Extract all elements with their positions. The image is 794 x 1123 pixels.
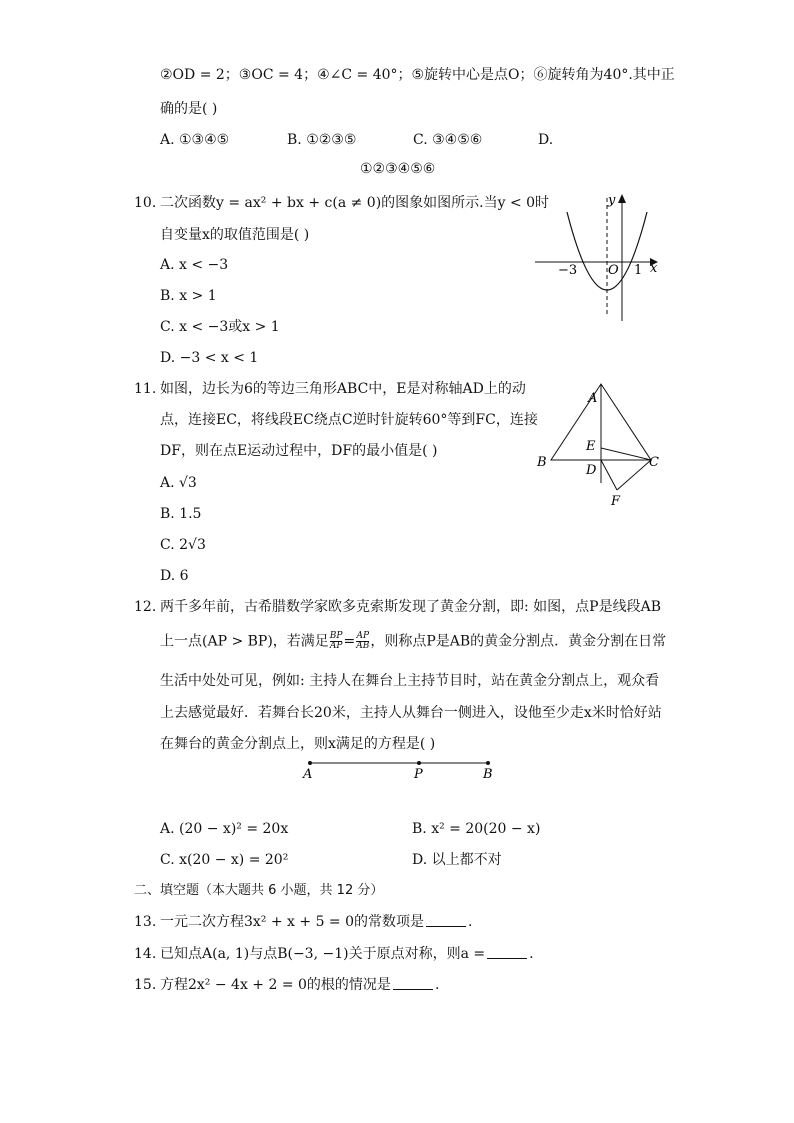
q11-line3: DF，则在点E运动过程中，DF的最小值是( ) <box>160 443 438 459</box>
q15-text <box>160 976 439 994</box>
q14-text <box>160 945 534 963</box>
q11-option-b: B. 1.5 <box>160 506 202 522</box>
q10-neg3-label: −3 <box>558 263 578 278</box>
q13-text-post: . <box>468 914 473 930</box>
q13-text-pre: 一元二次方程3x² + x + 5 = 0的常数项是 <box>160 914 425 930</box>
q9-option-d-content: ①②③④⑤⑥ <box>360 161 436 177</box>
q12-option-a: A. (20 − x)² = 20x <box>160 821 289 837</box>
q11-label-b: B <box>537 455 547 470</box>
q10-pos1-label: 1 <box>634 263 643 278</box>
q12-label-b: B <box>483 767 493 782</box>
q12-frac1-den: AP <box>329 641 343 651</box>
q11-line1: 如图，边长为6的等边三角形ABC中，E是对称轴AD上的动 <box>160 381 526 397</box>
q11-label-a: A <box>588 391 598 406</box>
q9-option-d: D. <box>538 132 554 148</box>
q10-x-label: x <box>650 261 658 276</box>
q11-option-c: C. 2√3 <box>160 537 206 553</box>
q12-line3: 生活中处处可见，例如: 主持人在舞台上主持节目时，站在黄金分割点上，观众看 <box>160 673 660 689</box>
q14-number: 14. <box>134 946 157 962</box>
q11-triangle-figure <box>533 378 663 513</box>
q11-label-f: F <box>611 494 621 509</box>
q10-option-d: D. −3 < x < 1 <box>160 350 259 366</box>
q11-number: 11. <box>134 381 157 397</box>
q15-answer-blank[interactable] <box>393 977 433 990</box>
q11-option-a: A. √3 <box>160 475 197 491</box>
q12-frac2-den: AB <box>356 641 370 651</box>
q12-line4: 上去感觉最好．若舞台长20米，主持人从舞台一侧进入，设他至少走x米时恰好站 <box>160 705 662 721</box>
q14-text-post: . <box>529 946 534 962</box>
q12-number: 12. <box>134 599 157 615</box>
q10-y-label: y <box>608 193 616 208</box>
q10-origin-label: O <box>608 263 619 278</box>
q12-option-b: B. x² = 20(20 − x) <box>412 821 541 837</box>
q10-option-a: A. x < −3 <box>160 257 229 273</box>
q10-line1: 二次函数y = ax² + bx + c(a ≠ 0)的图象如图所示.当y < 0时 <box>160 195 550 211</box>
q12-label-p: P <box>414 767 423 782</box>
q12-option-d: D. 以上都不对 <box>412 852 502 868</box>
q11-label-d: D <box>586 463 597 478</box>
q12-frac1-num: BP <box>329 631 343 641</box>
q13-answer-blank[interactable] <box>426 914 466 927</box>
q9-option-c: C. ③④⑤⑥ <box>413 132 483 148</box>
q12-line2-pre: 上一点(AP > BP)，若满足 <box>160 633 329 650</box>
q12-line2-post: ，则称点P是AB的黄金分割点．黄金分割在日常 <box>370 633 667 650</box>
q14-text-pre: 已知点A(a, 1)与点B(−3, −1)关于原点对称，则a = <box>160 946 486 962</box>
q12-option-c: C. x(20 − x) = 20² <box>160 852 289 868</box>
q11-label-e: E <box>586 439 596 454</box>
q13-text <box>160 913 472 931</box>
q11-line2: 点，连接EC，将线段EC绕点C逆时针旋转60°等到FC，连接 <box>160 412 538 428</box>
q12-line1: 两千多年前，古希腊数学家欧多克索斯发现了黄金分割，即: 如图，点P是线段AB <box>160 599 661 615</box>
q10-line2: 自变量x的取值范围是( ) <box>160 227 310 243</box>
q11-option-d: D. 6 <box>160 568 189 584</box>
q10-number: 10. <box>134 195 157 211</box>
q13-number: 13. <box>134 914 157 930</box>
q12-line2 <box>160 632 666 651</box>
q11-label-c: C <box>649 455 659 470</box>
q9-line1: ②OD = 2；③OC = 4；④∠C = 40°；⑤旋转中心是点O；⑥旋转角为40°.其中正 <box>160 67 675 83</box>
q12-fraction-ap-ab <box>356 632 369 651</box>
q12-segment-figure <box>296 754 506 784</box>
q14-answer-blank[interactable] <box>487 946 527 959</box>
q10-option-b: B. x > 1 <box>160 288 217 304</box>
q9-line2: 确的是( ) <box>160 101 218 117</box>
q10-option-c: C. x < −3或x > 1 <box>160 319 280 335</box>
q12-label-a: A <box>303 767 313 782</box>
q10-parabola-graph <box>530 188 665 323</box>
q15-number: 15. <box>134 977 157 993</box>
q15-text-post: . <box>434 977 440 993</box>
q12-fraction-bp-ap <box>330 632 343 651</box>
q12-frac2-num: AP <box>356 631 370 641</box>
q9-option-b: B. ①②③⑤ <box>287 132 357 148</box>
q12-frac-eq: = <box>343 633 356 650</box>
q12-line5: 在舞台的黄金分割点上，则x满足的方程是( ) <box>160 736 436 752</box>
q15-text-pre: 方程2x² − 4x + 2 = 0的根的情况是 <box>160 977 391 993</box>
section-2-heading: 二、填空题（本大题共 6 小题，共 12 分） <box>134 883 384 898</box>
q9-option-a: A. ①③④⑤ <box>160 132 230 148</box>
